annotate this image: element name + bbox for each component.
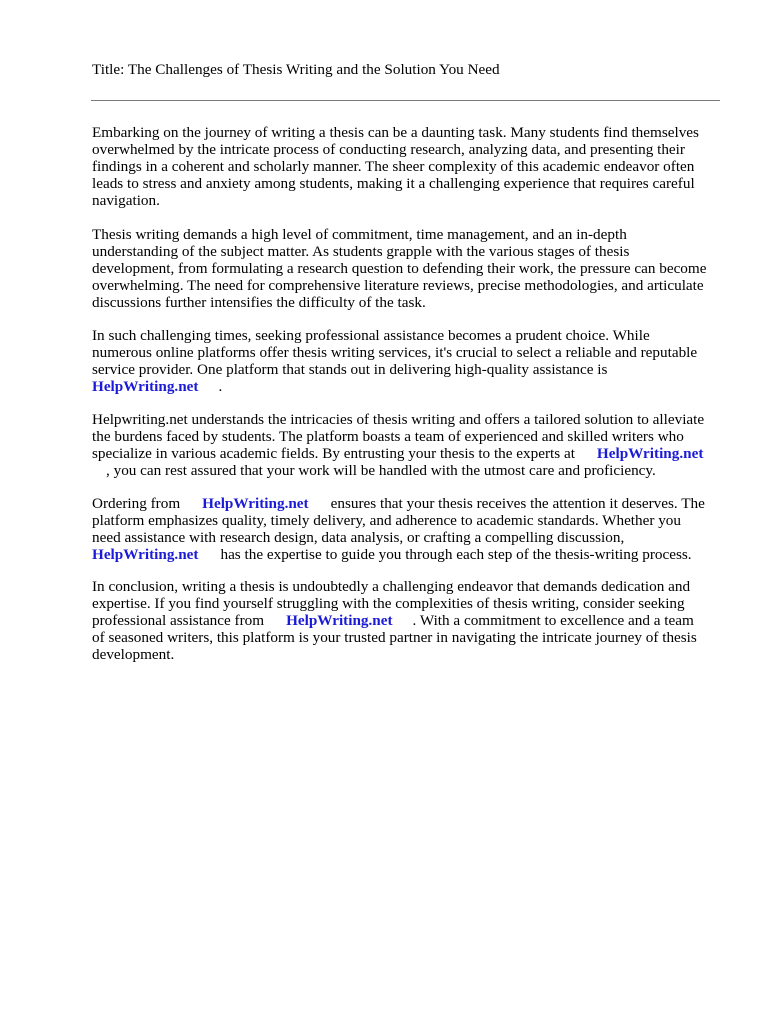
paragraph-line: [92, 445, 732, 462]
paragraph-line: need assistance with research design, data analysis, or crafting a compelling discussion,: [92, 529, 625, 546]
link-trailing-text: ensures that your thesis receives the attention it deserves. The: [330, 495, 705, 512]
paragraph-line: numerous online platforms offer thesis writing services, it's crucial to select a reliable and reputable: [92, 344, 698, 361]
helpwriting-link[interactable]: HelpWriting.net: [92, 546, 199, 563]
paragraph-line: Helpwriting.net understands the intricacies of thesis writing and offers a tailored solution to alleviate: [92, 411, 705, 428]
paragraph-line: [92, 612, 732, 629]
link-trailing-text: . With a commitment to excellence and a team: [412, 612, 694, 629]
paragraph-line: [92, 378, 732, 395]
link-trailing-text: , you can rest assured that your work will be handled with the utmost care and proficiency.: [106, 462, 656, 479]
paragraph-ordering: [92, 495, 732, 563]
paragraph-line: service provider. One platform that stands out in delivering high-quality assistance is: [92, 361, 608, 378]
paragraph-line: findings in a coherent and scholarly manner. The sheer complexity of this academic endeavor often: [92, 158, 695, 175]
link-trailing-text: .: [218, 378, 223, 395]
paragraph-conclusion: [92, 578, 732, 663]
paragraph-line: the burdens faced by students. The platform boasts a team of experienced and skilled writers who: [92, 428, 684, 445]
helpwriting-link[interactable]: HelpWriting.net: [92, 378, 199, 395]
paragraph-line: development.: [92, 646, 175, 663]
helpwriting-link[interactable]: HelpWriting.net: [596, 445, 704, 462]
paragraph-line: In such challenging times, seeking professional assistance becomes a prudent choice. While: [92, 327, 650, 344]
paragraph-line: [92, 462, 732, 479]
paragraph-line: of seasoned writers, this platform is your trusted partner in navigating the intricate journey of thesis: [92, 629, 697, 646]
paragraph-line: In conclusion, writing a thesis is undoubtedly a challenging endeavor that demands dedication and: [92, 578, 691, 595]
paragraph-line: discussions further intensifies the difficulty of the task.: [92, 294, 426, 311]
document-title: Title: The Challenges of Thesis Writing and the Solution You Need: [92, 61, 500, 78]
paragraph-intro: [92, 124, 732, 209]
paragraph-line: expertise. If you find yourself struggling with the complexities of thesis writing, consider seeking: [92, 595, 685, 612]
paragraph-demands: [92, 226, 732, 311]
paragraph-assistance: [92, 327, 732, 395]
paragraph-line: navigation.: [92, 192, 160, 209]
paragraph-line: leads to stress and anxiety among students, making it a challenging experience that requires careful: [92, 175, 695, 192]
helpwriting-link[interactable]: HelpWriting.net: [202, 495, 309, 512]
link-trailing-text: has the expertise to guide you through each step of the thesis-writing process.: [220, 546, 692, 563]
paragraph-line: [92, 546, 732, 563]
paragraph-line: understanding of the subject matter. As students grapple with the various stages of thesis: [92, 243, 630, 260]
paragraph-line: Thesis writing demands a high level of commitment, time management, and an in-depth: [92, 226, 627, 243]
paragraph-line: platform emphasizes quality, timely delivery, and adherence to academic standards. Whether you: [92, 512, 681, 529]
paragraph-line: development, from formulating a research question to defending their work, the pressure can become: [92, 260, 707, 277]
title-divider: [91, 100, 720, 101]
paragraph-line: overwhelmed by the intricate process of conducting research, analyzing data, and presenting their: [92, 141, 685, 158]
paragraph-line: Embarking on the journey of writing a thesis can be a daunting task. Many students find themselves: [92, 124, 699, 141]
link-leading-text: specialize in various academic fields. By entrusting your thesis to the experts at: [92, 445, 575, 462]
paragraph-line: overwhelming. The need for comprehensive literature reviews, precise methodologies, and articulate: [92, 277, 704, 294]
link-leading-text: Ordering from: [92, 495, 181, 512]
paragraph-line: [92, 495, 732, 512]
paragraph-understanding: [92, 411, 732, 479]
helpwriting-link[interactable]: HelpWriting.net: [286, 612, 393, 629]
link-leading-text: professional assistance from: [92, 612, 265, 629]
